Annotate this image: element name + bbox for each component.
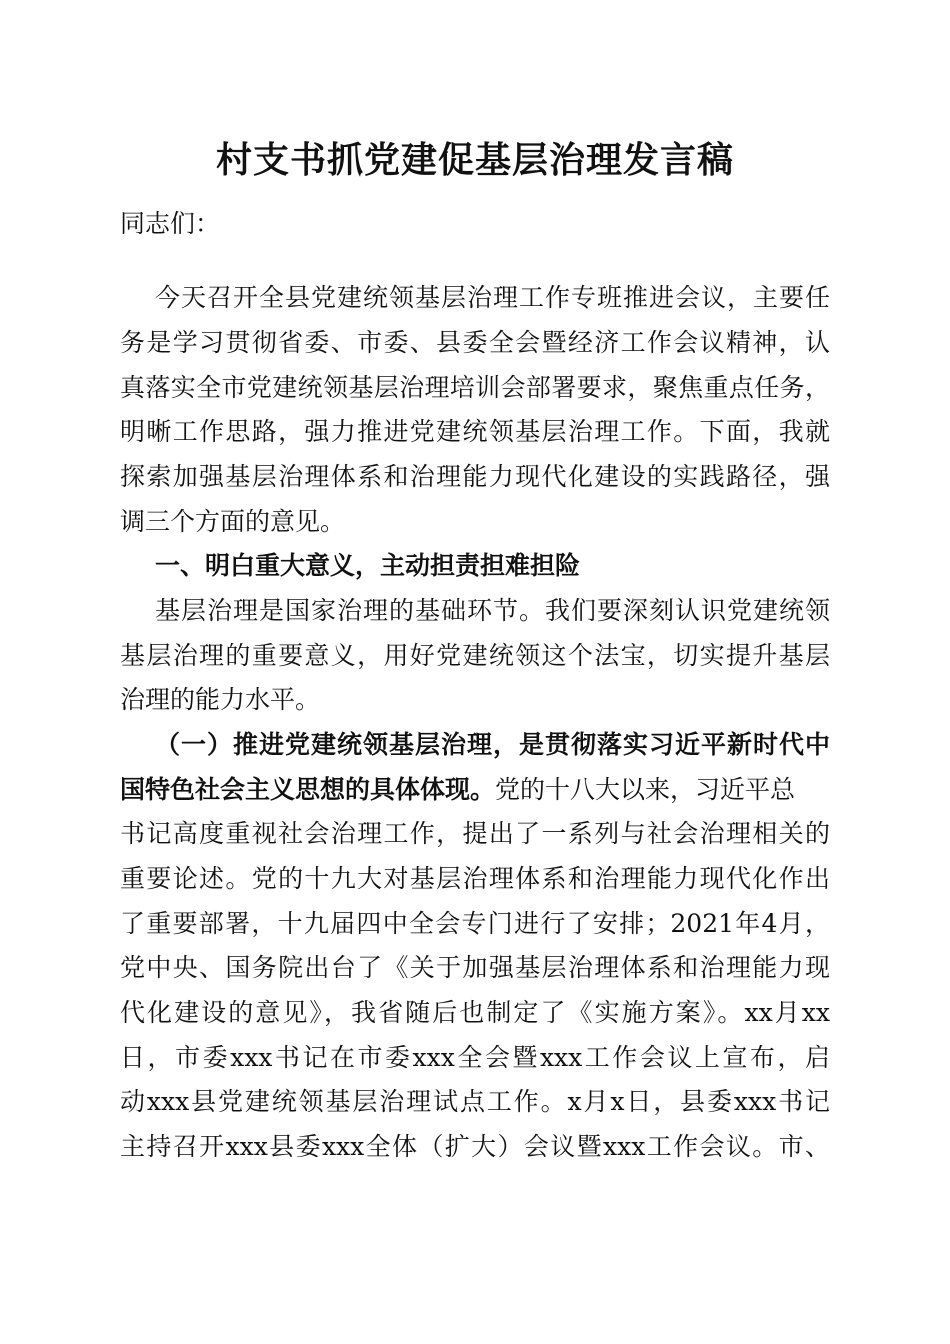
paragraph-line: 主持召开xxx县委xxx全体（扩大）会议暨xxx工作会议。市、 — [120, 1132, 830, 1161]
paragraph-line: 重要论述。党的十九大对基层治理体系和治理能力现代化作出 — [120, 864, 830, 893]
subsection-heading-line — [120, 772, 795, 808]
paragraph-line: 了重要部署，十九届四中全会专门进行了安排；2021年4月， — [120, 909, 830, 938]
paragraph-line: 治理的能力水平。 — [120, 685, 321, 714]
paragraph-line: 真落实全市党建统领基层治理培训会部署要求，聚焦重点任务， — [120, 373, 830, 402]
subsection-heading-tail: 国特色社会主义思想的具体体现。 — [120, 775, 496, 804]
paragraph-line: 书记高度重视社会治理工作，提出了一系列与社会治理相关的 — [120, 819, 830, 848]
paragraph-line: 动xxx县党建统领基层治理试点工作。x月x日，县委xxx书记 — [120, 1087, 830, 1116]
paragraph-line: 务是学习贯彻省委、市委、县委全会暨经济工作会议精神，认 — [120, 328, 830, 357]
document-title: 村支书抓党建促基层治理发言稿 — [215, 139, 734, 181]
paragraph-line: 基层治理是国家治理的基础环节。我们要深刻认识党建统领 — [155, 596, 830, 625]
paragraph-line: 日，市委xxx书记在市委xxx全会暨xxx工作会议上宣布，启 — [120, 1043, 830, 1072]
paragraph-text: 党的十八大以来，习近平总 — [495, 775, 796, 804]
paragraph-line: 基层治理的重要意义，用好党建统领这个法宝，切实提升基层 — [120, 641, 830, 670]
salutation: 同志们： — [120, 209, 221, 238]
paragraph-line: 代化建设的意见》，我省随后也制定了《实施方案》。xx月xx — [120, 998, 830, 1027]
paragraph-line: 调三个方面的意见。 — [120, 507, 346, 536]
paragraph-line: 探索加强基层治理体系和治理能力现代化建设的实践路径，强 — [120, 462, 830, 491]
paragraph-line: 明晰工作思路，强力推进党建统领基层治理工作。下面，我就 — [120, 417, 830, 446]
section-heading: 一、明白重大意义，主动担责担难担险 — [155, 551, 581, 580]
paragraph-line: 党中央、国务院出台了《关于加强基层治理体系和治理能力现 — [120, 953, 830, 982]
paragraph-line: 今天召开全县党建统领基层治理工作专班推进会议，主要任 — [155, 283, 830, 312]
subsection-heading: （一）推进党建统领基层治理，是贯彻落实习近平新时代中 — [155, 730, 830, 759]
